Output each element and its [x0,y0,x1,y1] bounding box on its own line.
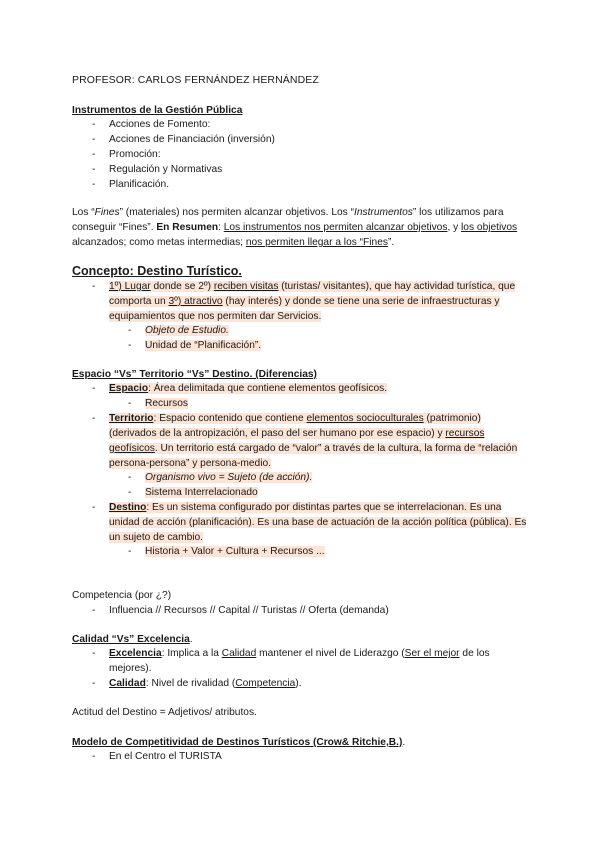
list-item: - Influencia // Recursos // Capital // Turistas // Oferta (demanda) [92,605,389,616]
territorio-sublist [128,470,313,500]
competencia-list [92,603,389,618]
list-item: - Acciones de Fomento: [92,119,211,130]
territorio-list [92,411,527,471]
instrumentos-list [92,117,275,192]
list-item: - Planificación. [92,179,170,190]
calidad-list [92,646,527,691]
modelo-title: Modelo de Competitividad de Destinos Turísticos (Crow& Ritchie,B.). [72,737,406,748]
competencia-title: Competencia (por ¿?) [72,590,172,601]
espacio-title: Espacio “Vs” Territorio “Vs” Destino. (Diferencias) [72,369,317,380]
espacio-sublist [128,396,189,411]
concepto-title: Concepto: Destino Turístico. [72,264,242,278]
professor-header: PROFESOR: CARLOS FERNÁNDEZ HERNÁNDEZ [72,74,319,86]
list-item: - Territorio: Espacio contenido que contiene elementos socioculturales (patrimonio)(derivados de la antropización, el paso del ser humano por ese espacio) y recursos geofísicos. Un territorio está cargado de “valor” a través de la cultura, la forma de “relación persona-persona” y persona-medio. [92,413,518,469]
instrumentos-title: Instrumentos de la Gestión Pública [72,105,243,116]
list-item: - Sistema Interrelacionado [128,487,258,498]
list-item: - Objeto de Estudio. [128,325,229,336]
concepto-sublist [128,323,262,353]
list-item: - Promoción: [92,149,161,160]
list-item: - En el Centro el TURISTA [92,751,222,762]
destino-sublist [128,544,325,559]
list-item: - Unidad de “Planificación”. [128,340,262,351]
list-item: - Calidad: Nivel de rivalidad (Competencia). [92,678,302,689]
modelo-list [92,749,222,764]
list-item: - Acciones de Financiación (inversión) [92,134,275,145]
list-item: - 1º) Lugar donde se 2º) reciben visitas (turistas/ visitantes), que hay actividad turística, que comporta un 3º) atractivo (hay interés) y donde se tiene una serie de infraestructuras y equipamientos que nos permiten dar Servicios. [92,281,516,322]
list-item: - Historia + Valor + Cultura + Recursos ... [128,546,325,557]
concepto-list [92,279,527,324]
actitud-line: Actitud del Destino = Adjetivos/ atributos. [72,707,257,718]
list-item: - Recursos [128,398,189,409]
list-item: - Organismo vivo = Sujeto (de acción). [128,472,313,483]
espacio-list [92,381,527,396]
list-item: - Espacio: Área delimitada que contiene elementos geofísicos. [92,383,388,394]
list-item: - Destino: Es un sistema configurado por distintas partes que se interrelacionan. Es una unidad de acción (planificación). Es una base de actuación de la acción política (pública). Es un sujeto de cambio. [92,502,527,543]
list-item: - Excelencia: Implica a la Calidad mantener el nivel de Liderazgo (Ser el mejor de los mejores). [92,648,490,674]
list-item: - Regulación y Normativas [92,164,223,175]
destino-list [92,500,527,545]
calidad-title: Calidad “Vs” Excelencia. [72,634,193,645]
fines-paragraph: Los “Fines” (materiales) nos permiten alcanzar objetivos. Los “Instrumentos” los utilizamos para conseguir “Fines”. En Resumen: Los instrumentos nos permiten alcanzar objetivos, y los objetivos alcanzados; como metas intermedias; nos permiten llegar a los “Fines”. [72,207,518,248]
